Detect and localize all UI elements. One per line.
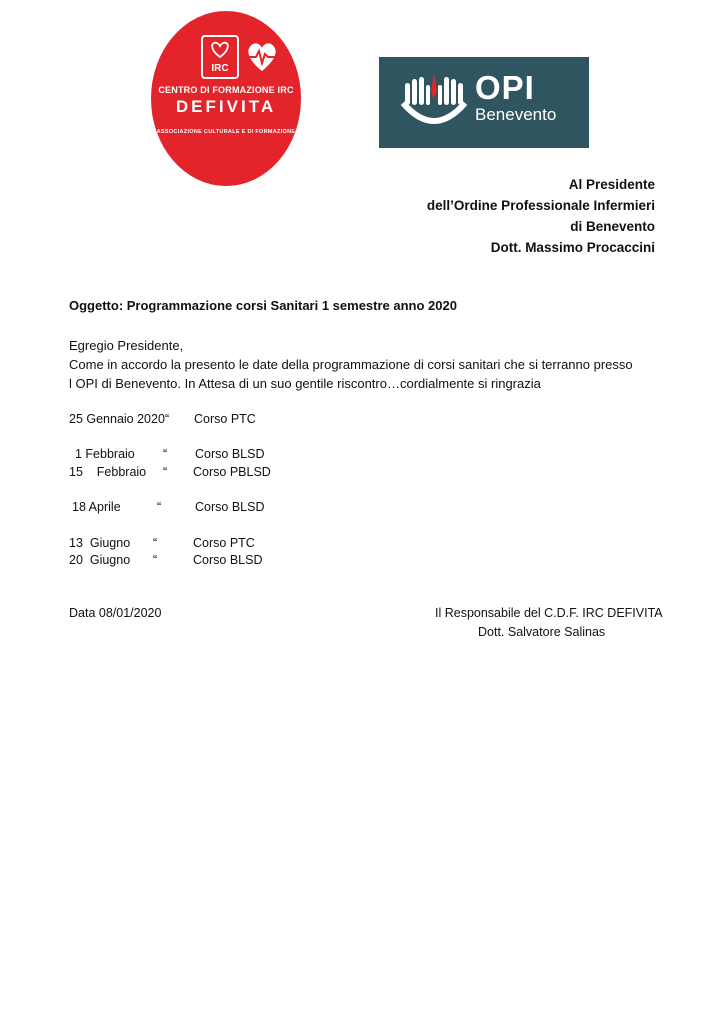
logo-line3: ASSOCIAZIONE CULTURALE E DI FORMAZIONE	[156, 129, 296, 135]
body-line2: l OPI di Benevento. In Attesa di un suo gentile riscontro…cordialmente si ringrazia	[69, 376, 541, 391]
recipient-line4: Dott. Massimo Procaccini	[490, 240, 655, 255]
schedule-date: 25 Gennaio 2020	[69, 412, 165, 426]
recipient-line3: di Benevento	[570, 219, 655, 234]
body-line1: Come in accordo la presento le date della programmazione di corsi sanitari che si terranno presso	[69, 357, 633, 372]
heart-pulse-icon	[245, 41, 279, 73]
responsible-name: Dott. Salvatore Salinas	[478, 625, 606, 639]
schedule-date: 15 Febbraio	[69, 465, 147, 479]
schedule-date: 1 Febbraio	[75, 447, 135, 461]
schedule-date: 13 Giugno	[69, 536, 131, 550]
schedule-course: Corso PBLSD	[193, 465, 271, 479]
recipient-line2: dell’Ordine Professionale Infermieri	[426, 198, 655, 213]
schedule-date: 20 Giugno	[69, 553, 131, 567]
schedule-course: Corso PTC	[194, 412, 256, 426]
schedule-course: Corso BLSD	[195, 447, 265, 461]
subject-line: Oggetto: Programmazione corsi Sanitari 1 semestre anno 2020	[69, 298, 457, 313]
logo-line2: DEFIVITA	[175, 97, 277, 116]
schedule-ditto: “	[163, 465, 168, 479]
document-date: Data 08/01/2020	[69, 606, 162, 620]
responsible-title: Il Responsabile del C.D.F. IRC DEFIVITA	[435, 606, 663, 620]
opi-hands-icon	[399, 69, 469, 135]
opi-city: Benevento	[475, 105, 557, 124]
schedule-ditto: “	[157, 500, 162, 514]
irc-label: IRC	[211, 63, 229, 74]
opi-logo	[379, 57, 589, 148]
schedule-course: Corso BLSD	[193, 553, 263, 567]
schedule-ditto: “	[153, 553, 158, 567]
defivita-logo	[151, 11, 301, 186]
schedule-ditto: “	[163, 447, 168, 461]
greeting: Egregio Presidente,	[69, 338, 184, 353]
schedule-course: Corso BLSD	[195, 500, 265, 514]
schedule-ditto: “	[165, 412, 170, 426]
schedule-ditto: “	[153, 536, 158, 550]
recipient-line1: Al Presidente	[568, 177, 655, 192]
schedule-course: Corso PTC	[193, 536, 255, 550]
opi-name: OPI	[475, 69, 535, 106]
schedule-date: 18 Aprile	[72, 500, 121, 514]
logo-line1: CENTRO DI FORMAZIONE IRC	[158, 85, 294, 95]
